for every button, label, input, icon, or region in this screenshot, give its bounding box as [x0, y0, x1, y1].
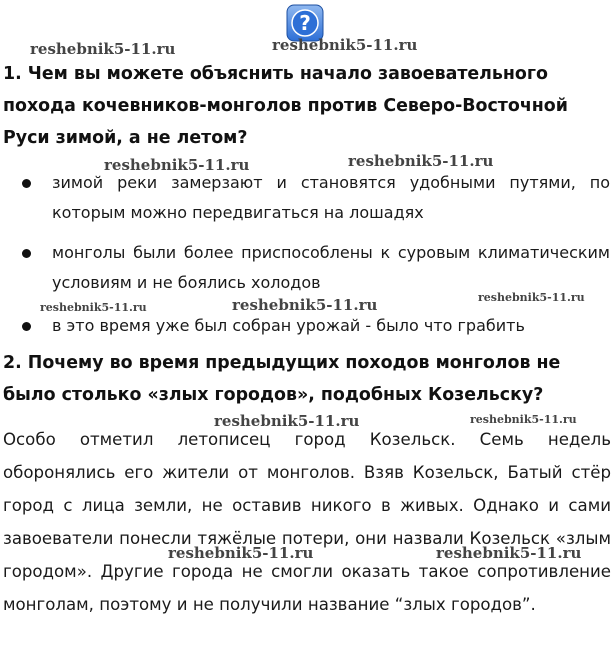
watermark: reshebnik5-11.ru [436, 544, 582, 562]
question-1-heading: 1. Чем вы можете объяснить начало завоевательного похода кочевников-монголов против Северо-Восточной Руси зимой, а не летом? [3, 64, 568, 148]
watermark: reshebnik5-11.ru [40, 301, 147, 314]
watermark: reshebnik5-11.ru [348, 152, 494, 170]
watermark: reshebnik5-11.ru [104, 156, 250, 174]
watermark: reshebnik5-11.ru [168, 544, 314, 562]
watermark: reshebnik5-11.ru [272, 36, 418, 54]
watermark: reshebnik5-11.ru [478, 291, 585, 304]
bullet-text: в это время уже был собран урожай - было что грабить [52, 316, 525, 335]
bullet-dot-icon [22, 249, 31, 258]
answer-bullet-2 [22, 238, 610, 298]
bullet-dot-icon [22, 179, 31, 188]
watermark: reshebnik5-11.ru [30, 40, 176, 58]
question-2-heading: 2. Почему во время предыдущих походов монголов не было столько «злых городов», подобных Козельску? [3, 353, 561, 405]
watermark: reshebnik5-11.ru [232, 296, 378, 314]
watermark: reshebnik5-11.ru [470, 413, 577, 426]
answer-bullet-3 [22, 311, 610, 341]
answer-bullet-1 [22, 168, 610, 228]
watermark: reshebnik5-11.ru [214, 412, 360, 430]
svg-text:?: ? [299, 11, 311, 35]
bullet-dot-icon [22, 322, 31, 331]
bullet-text: монголы были более приспособлены к суровым климатическим условиям и не боялись холодов [52, 243, 610, 292]
bullet-text: зимой реки замерзают и становятся удобными путями, по которым можно передвигаться на лошадях [52, 173, 610, 222]
question-2-answer: Особо отметил летописец город Козельск. Семь недель оборонялись его жители от монголов. Взяв Козельск, Батый стёр город с лица земли, не оставив никого в живых. Однако и сами завоеватели понесли тяжёлые потери, они назвали Козельск «злым городом». Другие города не смогли оказать такое сопротивление монголам, поэтому и не получили название “злых городов”. [3, 430, 611, 614]
